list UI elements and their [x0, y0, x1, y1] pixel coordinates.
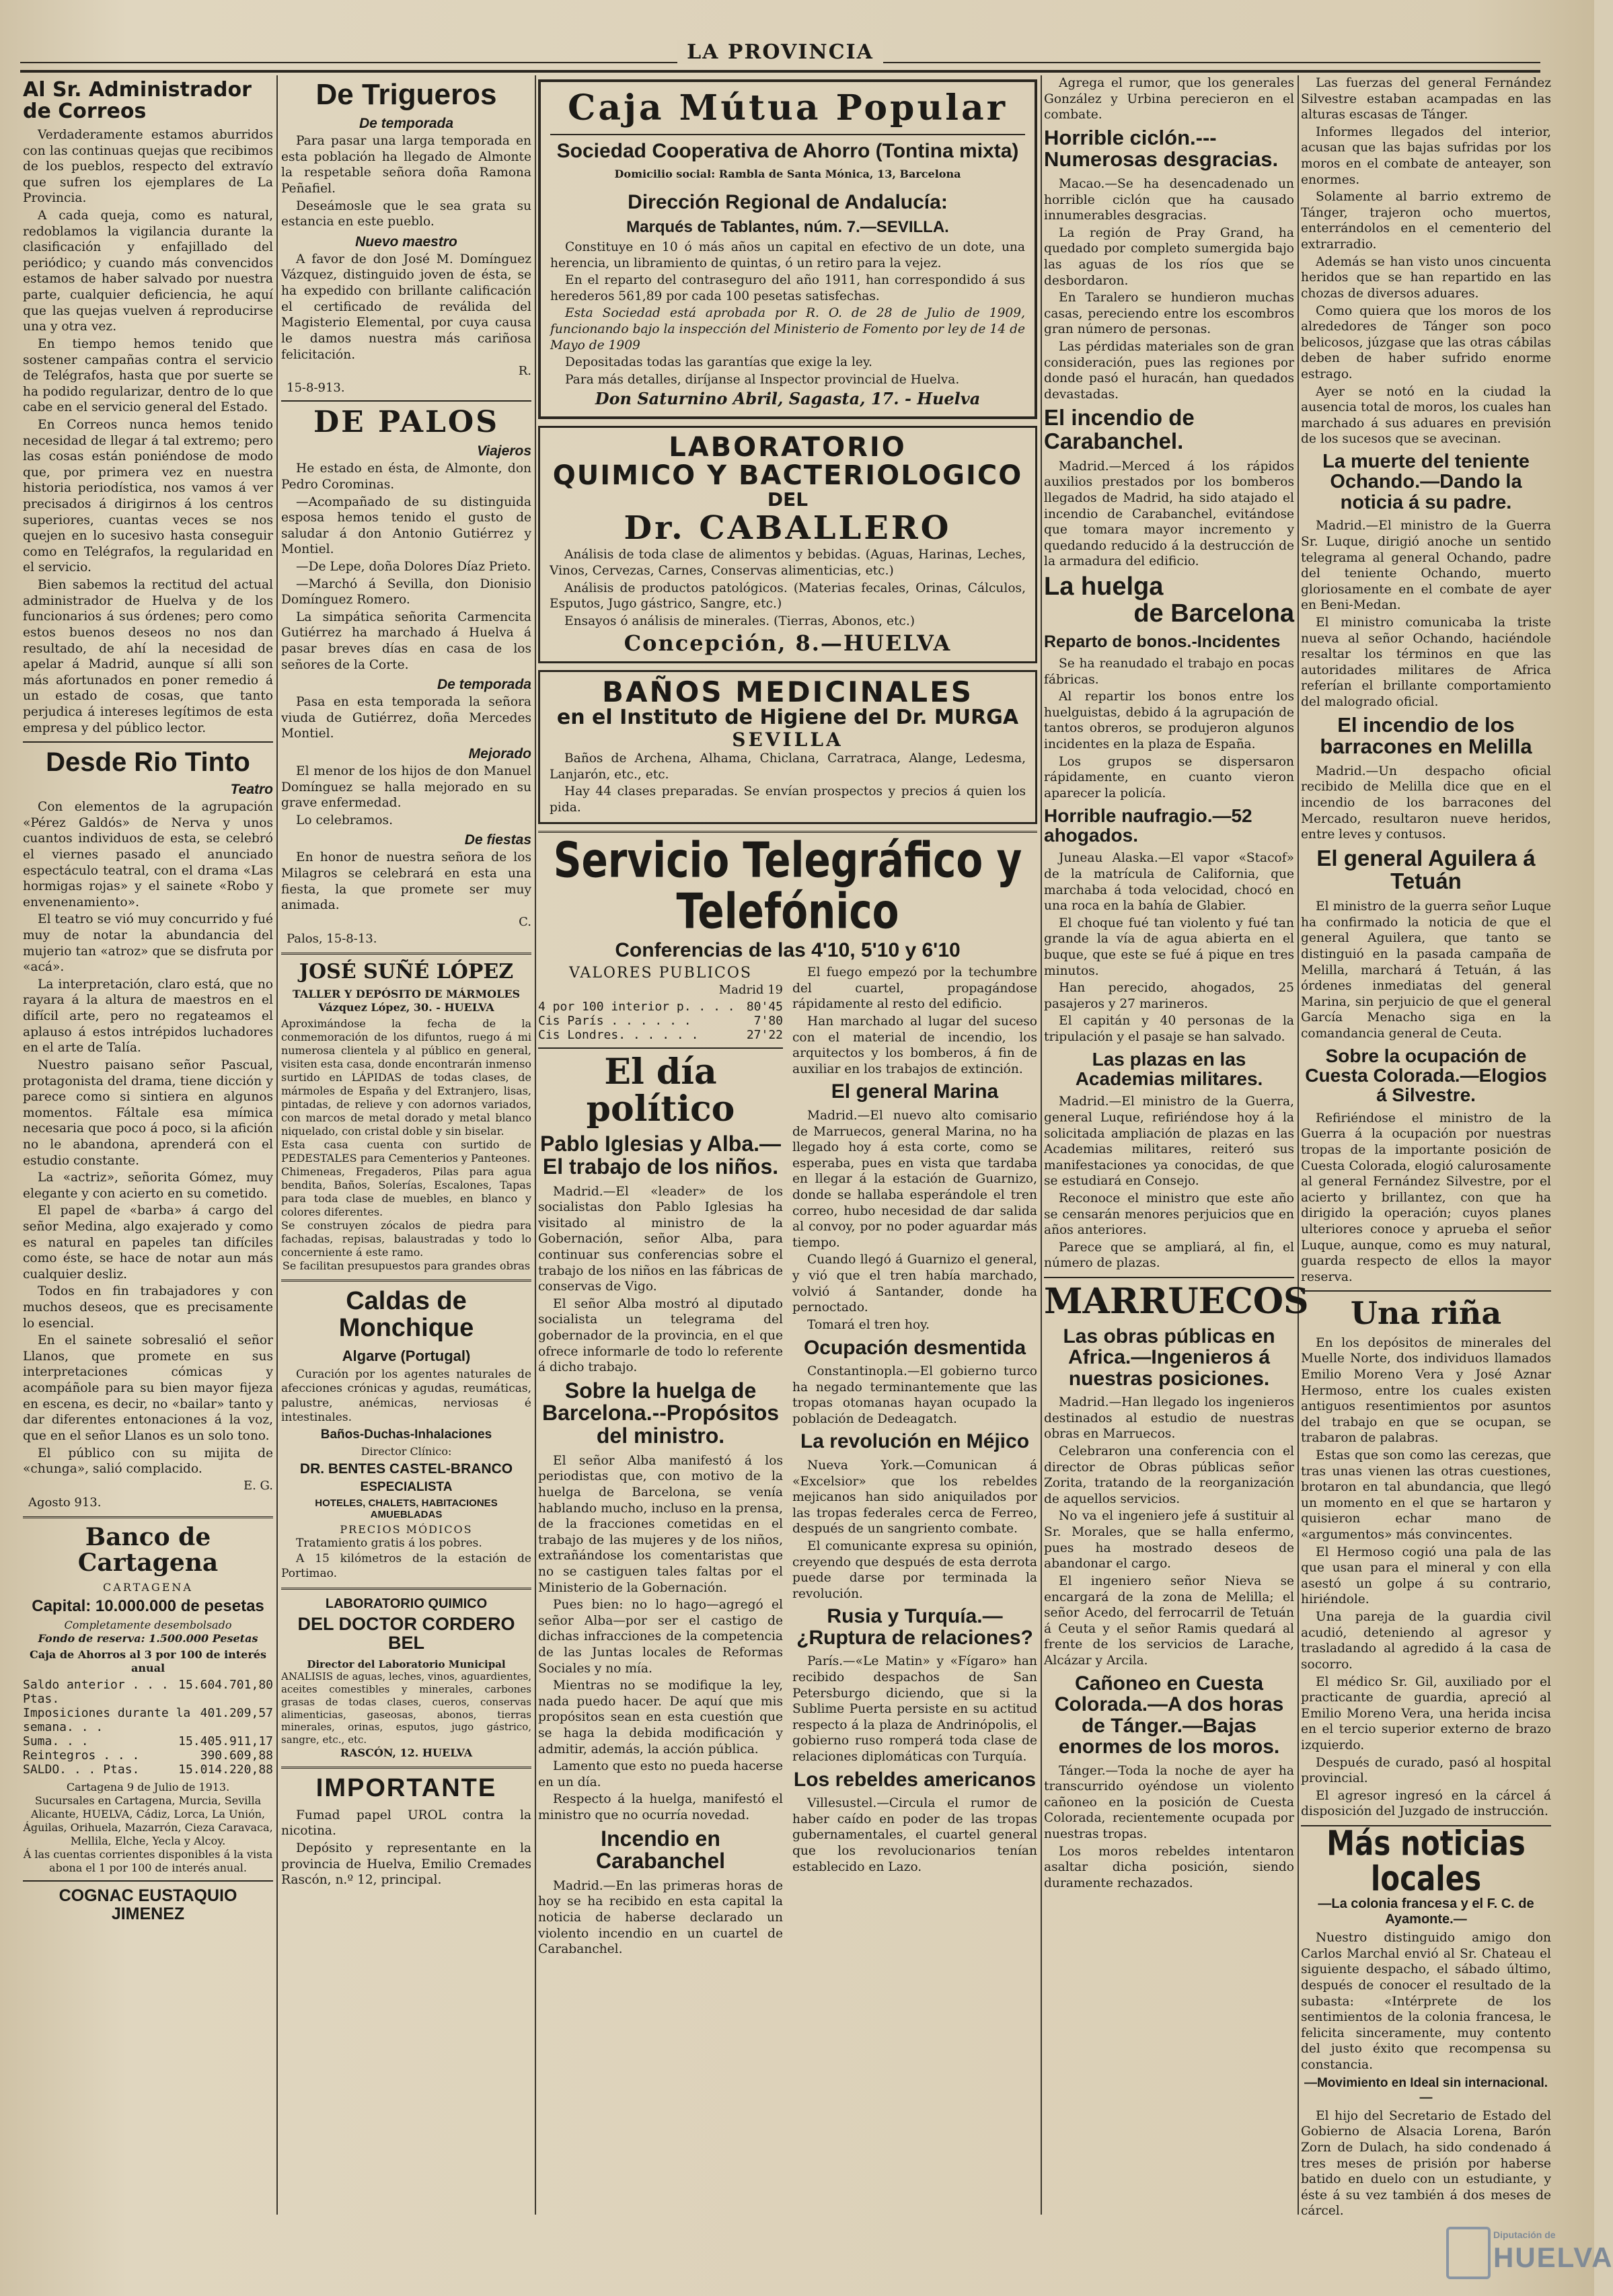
column-3 [538, 75, 1037, 2215]
paragraph: El médico Sr. Gil, auxiliado por el practicante de guardia, apreció al Emilio Moreno Vera, una herida incisa en el tercio superior externo de brazo izquierdo. [1301, 1674, 1551, 1752]
table-row [23, 1706, 273, 1734]
archive-stamp [1446, 2220, 1613, 2281]
section-title: El día político [586, 1051, 735, 1130]
paragraph: A favor de don José M. Domínguez Vázquez, distinguido joven de ésta, se ha expedido con brillante calificación el certificado de reválida del Magisterio Elemental, por cuya causa le damos nuestra más cariñosa felicitación. [281, 252, 531, 362]
ad-text: Curación por los agentes naturales de afecciones crónicas y agudas, reumáticas, palustre, anémicas, nerviosas é intestinales. [281, 1368, 531, 1424]
paragraph: El fuego empezó por la techumbre del cuartel, propagándose rápidamente al resto del edificio. [792, 965, 1037, 1012]
headline: Sobre la ocupación de Cuesta Colorada.—Elogios á Silvestre. [1305, 1045, 1547, 1106]
headline: Horrible naufragio.—52 ahogados. [1044, 805, 1252, 846]
paragraph: El papel de «barba» á cargo del señor Medina, algo exajerado y como es natural en papeles tan difíciles como éste, se hace de notar aun más cualquier desliz. [23, 1203, 273, 1282]
divider [281, 400, 531, 402]
paragraph: Estas que son como las cerezas, que tras unas vienen las otras cuestiones, brotaron en tal abundancia, que llegó un momento en el que se hartaron y quisieron echar mano de «argumentos» más convincentes. [1301, 1448, 1551, 1543]
section-title: Servicio Telegráfico y Telefónico [553, 831, 1022, 940]
column-2 [281, 75, 531, 2215]
paragraph: Después de curado, pasó al hospital provincial. [1301, 1755, 1551, 1786]
ad-text: Esta casa cuenta con surtido de PEDESTALES para Cementerios y Panteones. [281, 1138, 531, 1165]
ad-subtitle: Sociedad Cooperativa de Ahorro (Tontina mixta) [556, 140, 1019, 162]
newspaper-title: LA PROVINCIA [677, 40, 883, 64]
paragraph: Análisis de toda clase de alimentos y bebidas. (Aguas, Harinas, Leches, Vinos, Cervezas, Carnes, Conservas alimenticias, etc.) [550, 548, 1026, 578]
bank-table [23, 1678, 273, 1777]
paragraph: Madrid.—El ministro de la Guerra Sr. Luque, dirigió anoche un sentido telegrama al general Ochando, padre del teniente Ochando, muerto gloriosamente en el combate de ayer en Beni-Medan. [1301, 519, 1551, 613]
column-rule [1041, 75, 1042, 2215]
paragraph: Pasa en esta temporada la señora viuda de Gutiérrez, doña Mercedes Montiel. [281, 695, 531, 741]
divider [538, 1047, 783, 1049]
table-row [538, 1014, 783, 1028]
paragraph: En Correos nunca hemos tenido necesidad de llegar á tal extremo; pero las cosas están poniéndose de modo que, por primera vez en nuestra historia periodística, nos vamos á ver precisados á dirigirnos á los centros superiores, cuantas veces se nos quejen en lo sucesivo hasta conseguir como en Telégrafos, la regularidad en el servicio. [23, 417, 273, 575]
ad-line: Caja de Ahorros al 3 por 100 de interés anual [30, 1648, 266, 1675]
paragraph: Reconoce el ministro que este año se censarán menores perjuicios que en años anteriores. [1044, 1191, 1294, 1238]
paragraph: El agresor ingresó en la cárcel á disposición del Juzgado de instrucción. [1301, 1788, 1551, 1819]
column-rule [535, 75, 536, 2215]
divider [1044, 1277, 1294, 1278]
headline: La revolución en Méjico [800, 1430, 1030, 1453]
headline: Desde Rio Tinto [46, 747, 250, 778]
row-label: Imposiciones durante la semana. . . [23, 1706, 191, 1735]
ad-city: CARTAGENA [103, 1581, 193, 1594]
table-row [23, 1748, 273, 1763]
ad-line: Á las cuentas corrientes disponibles á la vista abona el 1 por 100 de interés anual. [23, 1848, 273, 1875]
ad-line: Director Clínico: [361, 1445, 452, 1458]
paragraph: Depósito y representante en la provincia de Huelva, Emilio Cremades Rascón, n.º 12, principal. [281, 1841, 531, 1888]
paragraph: La simpática señorita Carmencita Gutiérrez ha marchado á Huelva á pasar breves días en casa de los señores de la Corte. [281, 609, 531, 672]
ad-laboratorio [538, 426, 1037, 663]
ad-line: Baños-Duchas-Inhalaciones [320, 1428, 492, 1442]
signature: C. [519, 914, 531, 929]
ad-line: Marqués de Tablantes, núm. 7.—SEVILLA. [626, 218, 949, 236]
ad-title: JOSÉ SUÑÉ LÓPEZ [299, 959, 514, 984]
table-row [538, 1028, 783, 1042]
signature: E. G. [243, 1478, 273, 1493]
row-label: Cis París . . . . . . [538, 1014, 691, 1029]
subheading: Nuevo maestro [355, 233, 457, 250]
headline: Los rebeldes americanos [793, 1768, 1037, 1791]
divider [281, 1767, 531, 1769]
table-title: VALORES PUBLICOS [569, 965, 752, 982]
subheading: Conferencias de las 4'10, 5'10 y 6'10 [615, 939, 961, 962]
paragraph: Las pérdidas materiales son de gran consideración, pues las regiones por donde pasó el huracán, han quedados devastadas. [1044, 340, 1294, 402]
paragraph: Tomará el tren hoy. [807, 1317, 930, 1332]
ad-title: LABORATORIO QUIMICO [325, 1596, 488, 1611]
ad-line: Director del Laboratorio Municipal [307, 1658, 506, 1670]
paragraph: Han perecido, ahogados, 25 pasajeros y 27 marineros. [1044, 981, 1294, 1011]
paragraph: Bien sabemos la rectitud del actual administrador de Huelva y de los funcionarios á sus órdenes; pero como estos buenos deseos no nos dan resultado, de ahí la necesidad de apelar á Madrid, aunque sí alli son más afortunados en poner remedio á un estado de cosas, que tanto perjudica á intereses legítimos de esta empresa y del público lector. [23, 578, 273, 735]
ad-title: Banco de Cartagena [77, 1522, 219, 1577]
ad-text: Se construyen zócalos de piedra para fachadas, repisas, balaustradas y todo lo concerniente á este ramo. [281, 1219, 531, 1259]
paragraph: —Marchó á Sevilla, don Dionisio Domínguez Romero. [281, 577, 531, 607]
paragraph: No va el ingeniero jefe á sustituir al Sr. Morales, que se halla enfermo, pues ha mostrado deseos de abandonar el cargo. [1044, 1509, 1294, 1571]
ad-title: COGNAC EUSTAQUIO JIMENEZ [59, 1886, 237, 1923]
subheading: —La colonia francesa y el F. C. de Ayamonte.— [1318, 1896, 1534, 1927]
paragraph: Juneau Alaska.—El vapor «Stacof» de la matrícula de California, que marchaba á toda velocidad, chocó en una roca en la bahía de Glabier. [1044, 851, 1294, 914]
paragraph: Constantinopla.—El gobierno turco ha negado terminantemente que las tropas otomanas hayan ocupado la población de Dedeagatch. [792, 1364, 1037, 1426]
paragraph: Madrid.—El nuevo alto comisario de Marruecos, general Marina, no ha llegado hoy á esta corte, como se esperaba, pues en vista que tardaba en llegar á la estación de Guarnizo, donde se hallaba esperándole el tren correo, hubo necesidad de dar salida al convoy, por no poder aguardar más tiempo. [792, 1108, 1037, 1250]
row-value: 7'80 [753, 1014, 783, 1029]
section-title: MARRUECOS [1044, 1281, 1309, 1323]
paragraph: El público con su mijita de «chunga», salió complacido. [23, 1446, 273, 1477]
paragraph: Depositadas todas las garantías que exige la ley. [565, 355, 872, 370]
headline: De Trigueros [315, 78, 497, 111]
paragraph: Al repartir los bonos entre los huelguistas, debido á la agrupación de tantos obreros, se produjeron algunos incidentes en la plaza de España. [1044, 690, 1294, 752]
paragraph: Análisis de productos patológicos. (Materias fecales, Orinas, Cálculos, Esputos, Jugo gástrico, Sangre, etc.) [550, 581, 1026, 612]
dateline: Agosto 913. [28, 1495, 102, 1510]
headline: Una riña [1350, 1295, 1502, 1332]
paragraph: Respecto á la huelga, manifestó el ministro que no ocurría novedad. [538, 1792, 783, 1823]
paragraph: Verdaderamente estamos aburridos con las continuas quejas que recibimos de los pueblos, respecto del extravío que sufren los ejemplares de La Provincia. [23, 128, 273, 206]
paragraph: Nuestro distinguido amigo don Carlos Marchal envió al Sr. Chateau el siguiente despacho, el sábado último, después de conocer el resultado de la subasta: «Intérprete de los sentimientos de la colonia francesa, le felicita sinceramente, muy contento del justo éxito que recompensa su constancia. [1301, 1931, 1551, 2073]
paragraph: Agrega el rumor, que los generales González y Urbina perecieron en el combate. [1044, 76, 1294, 122]
ad-line: Fondo de reserva: 1.500.000 Pesetas [38, 1632, 258, 1645]
divider [23, 741, 273, 743]
row-label: Reintegros . . . [23, 1748, 140, 1763]
sub-column [792, 965, 1037, 1959]
headline: Ocupación desmentida [803, 1336, 1026, 1359]
ad-title: Caldas de Monchique [338, 1287, 474, 1343]
paragraph: Don Saturnino Abril, Sagasta, 17. - Huelva [595, 389, 981, 409]
ad-title: DEL DOCTOR CORDERO BEL [297, 1613, 515, 1654]
paragraph: Constituye en 10 ó más años un capital en efectivo de un dote, una herencia, un libramiento de quintas, ó un retiro para la vejez. [550, 240, 1025, 270]
divider [281, 1280, 531, 1282]
ad-title: en el Instituto de Higiene del Dr. MURGA [556, 706, 1019, 730]
row-value: 15.405.911,17 [178, 1734, 273, 1749]
subheading: De temporada [359, 116, 454, 132]
values-table [538, 1000, 783, 1042]
paragraph: Los moros rebeldes intentaron asaltar dicha posición, siendo duramente rechazados. [1044, 1844, 1294, 1890]
stamp-line: Diputación de [1493, 2229, 1556, 2240]
table-row [23, 1734, 273, 1748]
ad-line: DR. BENTES CASTEL-BRANCO [299, 1461, 513, 1477]
paragraph: Lamento que esto no pueda hacerse en un día. [538, 1759, 783, 1789]
subheading: De temporada [437, 677, 531, 693]
ad-line: Cartagena 9 de Julio de 1913. [66, 1781, 230, 1794]
row-label: 4 por 100 interior p. . . . [538, 1000, 735, 1014]
column-rule [1298, 75, 1299, 2215]
paragraph: Informes llegados del interior, acusan que las bajas sufridas por los moros en el combate de anteayer, son enormes. [1301, 124, 1551, 187]
paragraph: Villesustel.—Circula el rumor de haber caído en poder de las tropas gubernamentales, el cuartel general que los revolucionarios tenían establecido en Lazo. [792, 1796, 1037, 1874]
paragraph: Madrid.—El ministro de la Guerra, general Luque, refiriéndose hoy á la solicitada ampliación de plazas en las Academias militares, reiteró sus manifestaciones ya conocidas, de que se estudiará en Consejo. [1044, 1095, 1294, 1189]
headline: Cañoneo en Cuesta Colorada.—A dos horas de Tánger.—Bajas enormes de los moros. [1054, 1672, 1284, 1758]
paragraph: En el sainete sobresalió el señor Llanos, que promete en sus interpretaciones cómicas y acompáñole para su bien mayor fijeza en escena, es decir, no «bailar» tanto y dar diferentes entonaciones á la voz, que en el señor Llanos es un solo tono. [23, 1333, 273, 1443]
paragraph: La región de Pray Grand, ha quedado por completo sumergida bajo las aguas de los ríos que se desbordaron. [1044, 225, 1294, 288]
paragraph: Refiriéndose el ministro de la Guerra á la ocupación por nuestras tropas de la importante posición de Cuesta Colorada, elogió calurosamente al general Fernández Silvestre, por el acierto y brillantez, con que ha dirigido la operación; cuyos planes ulteriores conoce y aprueba el señor Luque, aunque, como es muy natural, guarda respecto de ellos la mayor reserva. [1301, 1111, 1551, 1284]
headline: El incendio de los barracones en Melilla [1320, 712, 1532, 759]
row-label: Suma. . . [23, 1734, 89, 1749]
paragraph: Madrid.—Merced á los rápidos auxilios prestados por los bomberos llegados de Madrid, ha sido atajado el incendio de Carabanchel, evitándose que tomara mayor incremento y quedando reducido á la destrucción de la armadura del edificio. [1044, 459, 1294, 569]
headline: Al Sr. Administrador de Correos [23, 78, 252, 123]
paragraph: Lo celebramos. [296, 813, 393, 827]
row-value: 401.209,57 [200, 1706, 273, 1721]
paragraph: En los depósitos de minerales del Muelle Norte, dos individuos llamados Emilio Moreno Vera y José Aznar Hermoso, entre los cuales existen antiguos resentimientos por asuntos del trabajo en que se ocupan, se trabaron de palabras. [1301, 1335, 1551, 1446]
ad-line: PRECIOS MÓDICOS [340, 1523, 473, 1536]
dateline: 15-8-913. [287, 381, 345, 396]
paragraph: Celebraron una conferencia con el director de Obras públicas señor Zorita, tratando de la reorganización de aquellos servicios. [1044, 1444, 1294, 1506]
paragraph: Con elementos de la agrupación «Pérez Galdós» de Nerva y unos cuantos individuos de esta, se celebró el viernes pasado el anunciado espectáculo teatral, con el drama «Las hormigas rojas» y el sainete «Robo y envenenamiento». [23, 800, 273, 910]
ad-line: RASCÓN, 12. HUELVA [340, 1746, 473, 1759]
table-row [538, 1000, 783, 1014]
divider [281, 953, 531, 955]
masthead [20, 40, 1540, 73]
subheading: Teatro [230, 782, 273, 798]
row-value: 15.604.701,80 [178, 1678, 273, 1693]
ad-text: Aproximándose la fecha de la conmemoración de los difuntos, ruego á mi numerosa clientela y al público en general, visiten esta casa, donde encontrarán inmenso surtido en LÁPIDAS de todas clases, de mármoles de España y del Extranjero, lisas, pintadas, de relieve y con adornos variados, con marcos de metal dorado y metal blanco niquelado, con cristal doble y sin biselar. [281, 1017, 531, 1138]
two-column-block [538, 965, 1037, 1959]
ad-line: Vázquez López, 30. - HUELVA [318, 1001, 494, 1014]
ad-capital: Capital: 10.000.000 de pesetas [32, 1597, 264, 1616]
row-value: 15.014.220,88 [178, 1763, 273, 1777]
paragraph: El comunicante expresa su opinión, creyendo que después de esta derrota puede darse por terminada la revolución. [792, 1539, 1037, 1601]
paragraph: Todos en fin trabajadores y con muchos deseos, que es precisamente lo esencial. [23, 1284, 273, 1331]
paragraph: Los grupos se dispersaron rápidamente, en cuanto vieron aparecer la policía. [1044, 754, 1294, 801]
headline: Horrible ciclón.---Numerosas desgracias. [1044, 125, 1279, 172]
paragraph: La «actriz», señorita Gómez, muy elegante y con acierto en su cometido. [23, 1171, 273, 1201]
ad-title: BAÑOS MEDICINALES [601, 675, 974, 709]
divider [23, 1880, 273, 1882]
paragraph: Cuando llegó á Guarnizo el general, y vió que el tren había marchado, volvió á Santander, donde ha pernoctado. [792, 1253, 1037, 1315]
paragraph: El señor Alba manifestó á los periodistas que, con motivo de la huelga de Barcelona, se venía hablando mucho, incluso en la prensa, de la fracciones cometidas en el trabajo de las mujeres y de los niños, extrañándose los comentaristas que no se castiguen tales faltas por el Ministerio de la Gobernación. [538, 1453, 783, 1595]
table-row [23, 1763, 273, 1777]
divider [1301, 1290, 1551, 1292]
paragraph: He estado en ésta, de Almonte, don Pedro Corominas. [281, 461, 531, 492]
row-label: Cis Londres. . . . . . [538, 1028, 699, 1043]
section-title: Más noticias locales [1326, 1823, 1526, 1899]
paragraph: El Hermoso cogió una pala de las que usan para el mineral y con ella asestó un golpe á su contrario, hiriéndole. [1301, 1545, 1551, 1607]
paragraph: El señor Alba mostró al diputado socialista un telegrama del gobernador de la provincia, en el que ofrece informarle de todo lo referente á dicho trabajo. [538, 1296, 783, 1375]
headline: Incendio en Carabanchel [595, 1826, 726, 1874]
paragraph: Parece que se ampliará, al fin, el número de plazas. [1044, 1240, 1294, 1271]
ad-line: Sucursales en Cartagena, Murcia, Sevilla Alicante, HUELVA, Cádiz, Lorca, La Unión, Águilas, Orihuela, Mazarrón, Cieza Caravaca, Mellila, Elche, Yecla y Alcoy. [23, 1794, 273, 1848]
ad-line: Concepción, 8.—HUELVA [624, 630, 952, 657]
stamp-line: HUELVA [1493, 2242, 1613, 2273]
paragraph: Madrid.—Han llegado los ingenieros destinados al estudio de nuestras obras en Marruecos. [1044, 1395, 1294, 1442]
ad-subtitle: Dirección Regional de Andalucía: [628, 190, 948, 213]
signature: R. [518, 364, 531, 379]
headline: El incendio de Carabanchel. [1044, 405, 1195, 454]
headline: Reparto de bonos.-Incidentes [1044, 632, 1281, 651]
paragraph: Madrid.—Un despacho oficial recibido de Melilla dice que en el incendio de los barracones del Mercado, resultaron nueve heridos, entre leves y contusos. [1301, 764, 1551, 842]
ad-title: DEL [767, 488, 809, 511]
headline: Rusia y Turquía.—¿Ruptura de relaciones? [796, 1605, 1033, 1649]
paragraph: Madrid.—En las primeras horas de hoy se ha recibido en esta capital la noticia de haberse declarado un violento incendio en un cuartel de Carabanchel. [538, 1878, 783, 1957]
paragraph: Una pareja de la guardia civil acudió, deteniendo al agresor y trasladando al agredido á la casa de socorro. [1301, 1610, 1551, 1672]
ad-title: Caja Mútua Popular [567, 87, 1008, 128]
paragraph: Han marchado al lugar del suceso con el material de incendio, los arquitectos y los bomberos, á fin de auxiliar en los trabajos de extinción. [792, 1014, 1037, 1076]
paragraph: Solamente al barrio extremo de Tánger, trajeron ocho muertos, enterrándolos en el cementerio del extrarradio. [1301, 190, 1551, 252]
divider [23, 1516, 273, 1518]
paragraph: Nuestro paisano señor Pascual, protagonista del drama, tiene dicción y parece como si sintiera en algunos momentos. Fáltale esa mímica necesaria que poco á poco, si la afición no le abandona, aprenderá con el estudio constante. [23, 1058, 273, 1168]
table-row [23, 1678, 273, 1706]
divider [550, 134, 1025, 135]
paragraph: Para más detalles, diríjanse al Inspector provincial de Huelva. [565, 372, 960, 387]
ad-title: LABORATORIO [669, 431, 907, 463]
headline: DE PALOS [313, 405, 500, 440]
headline: La muerte del teniente Ochando.—Dando la noticia á su padre. [1322, 451, 1530, 513]
paragraph: En tiempo hemos tenido que sostener campañas contra el servicio de Telégrafos, hasta que por suerte se ha podido regularizar, dentro de lo que cabe en el servicio general del Estado. [23, 336, 273, 415]
subheading: —Movimiento en Ideal sin internacional.— [1304, 2075, 1548, 2105]
paragraph: En honor de nuestra señora de los Milagros se celebrará en esta una fiesta, la que promete ser muy animada. [281, 850, 531, 913]
ad-line: ESPECIALISTA [360, 1480, 453, 1495]
paragraph: Tánger.—Toda la noche de ayer ha transcurrido oyéndose un violento cañoneo en la posición de Cuesta Colorada, recientemente ocupada por nuestras tropas. [1044, 1763, 1294, 1841]
paragraph: El choque fué tan violento y fué tan grande la vía de agua abierta en el buque, que este se fué á pique en tres minutos. [1044, 916, 1294, 978]
paragraph: Esta Sociedad está aprobada por R. O. de 28 de Julio de 1909, funcionando bajo la inspección del Ministerio de Fomento por ley de 14 de Mayo de 1909 [550, 306, 1025, 353]
dateline: Madrid 19 [718, 983, 783, 998]
column-4 [1044, 75, 1309, 2215]
ad-title: SEVILLA [732, 728, 843, 751]
paragraph: Las fuerzas del general Fernández Silvestre estaban acampadas en las alturas escasas de Tánger. [1301, 76, 1551, 122]
paragraph: Ayer se notó en la ciudad la ausencia total de moros, los cuales han marchado á sus aduares en previsión de los sucesos que se avecinan. [1301, 384, 1551, 447]
ad-banos [538, 670, 1037, 824]
ad-title: QUIMICO Y BACTERIOLOGICO [552, 459, 1023, 491]
subheading: De fiestas [464, 832, 531, 848]
dateline: Palos, 15-8-13. [287, 931, 377, 946]
row-value: 80'45 [746, 1000, 783, 1014]
paragraph: Además se han visto unos cincuenta heridos que se han repartido en las chozas de diversos aduares. [1301, 254, 1551, 301]
headline: El general Marina [831, 1080, 999, 1103]
paragraph: Mientras no se modifique la ley, nada puedo hacer. De aquí que mis propósitos sean en esta cuestión que se haga la debida modificación y admitir, además, la acción pública. [538, 1678, 783, 1756]
paragraph: —Acompañado de su distinguida esposa hemos tenido el gusto de saludar á don Antonio Gutiérrez y Montiel. [281, 494, 531, 557]
paragraph: El hijo del Secretario de Estado del Gobierno de Alsacia Lorena, Barón Zorn de Dulach, ha sido condenado á tres meses de prisión por haberse batido en duelo con un estudiante, y éste á su vez también á dos meses de cárcel. [1301, 2108, 1551, 2219]
paragraph: París.—«Le Matin» y «Fígaro» han recibido despachos de San Petersburgo diciendo, que si la Sublime Puerta persiste en su actitud respecto á la plaza de Andrinópolis, el gobierno ruso romperá toda clase de relaciones diplomáticas con Turquía. [792, 1654, 1037, 1765]
ad-title: IMPORTANTE [315, 1773, 497, 1802]
headline: La huelga [1044, 572, 1164, 601]
ad-text: ANALISIS de aguas, leches, vinos, aguardientes, aceites comestibles y minerales, carbones grasas de todas clases, cueros, conservas alimenticias, gaseosas, abonos, tierras minerales, orinas, esputos, jugo gástrico, sangre, etc., etc. [281, 1670, 531, 1746]
headline: Sobre la huelga de Barcelona.--Propósitos del ministro. [541, 1378, 780, 1448]
headline: El general Aguilera á Tetuán [1316, 845, 1536, 894]
ad-title: Dr. CABALLERO [624, 509, 952, 548]
ad-text: Se facilitan presupuestos para grandes obras [282, 1259, 531, 1273]
headline: Pablo Iglesias y Alba.— El trabajo de los niños. [539, 1132, 782, 1179]
paragraph: En el reparto del contraseguro del año 1911, han correspondido á sus herederos 561,89 por cada 100 pesetas satisfechas. [550, 273, 1025, 303]
row-value: 390.609,88 [200, 1748, 273, 1763]
paragraph: Para pasar una larga temporada en esta población ha llegado de Almonte la respetable señora doña Ramona Peñafiel. [281, 134, 531, 196]
column-5 [1301, 75, 1551, 2219]
paragraph: Nueva York.—Comunican á «Excelsior» que los rebeldes mejicanos han sido aniquilados por las tropas federales cerca de Ferreo, después de un sangriento combate. [792, 1458, 1037, 1536]
paragraph: Ensayos ó análisis de minerales. (Tierras, Abonos, etc.) [564, 614, 915, 628]
row-label: Saldo anterior . . . Ptas. [23, 1678, 169, 1707]
paragraph: Fumad papel UROL contra la nicotina. [281, 1808, 531, 1839]
paragraph: Baños de Archena, Alhama, Chiclana, Carratraca, Alange, Ledesma, Lanjarón, etc., etc. [550, 751, 1026, 782]
row-label: SALDO. . . Ptas. [23, 1763, 140, 1777]
paragraph: El ingeniero señor Nieva se encargará de la zona de Melilla; el señor Acedo, del ferrocarril de Tetuán á Ceuta y el señor Ramis quedará al frente de los servicios de Larache, Alcázar y Arcila. [1044, 1573, 1294, 1668]
subheading: Viajeros [477, 443, 531, 459]
paragraph: La interpretación, claro está, que no rayara á la altura de maestros en el difícil arte, pero no regateamos el aplauso á estos intrépidos luchadores en el arte de Talía. [23, 977, 273, 1056]
ad-caja-mutua [538, 79, 1037, 419]
ad-line: Completamente desembolsado [64, 1619, 232, 1632]
paragraph: Madrid.—El «leader» de los socialistas don Pablo Iglesias ha visitado al ministro de la Gobernación, señor Alba, para continuar sus conferencias sobre el trabajo de los niños en las fábricas de conservas de Vigo. [538, 1184, 783, 1294]
paragraph: Deseámosle que le sea grata su estancia en este pueblo. [281, 198, 531, 229]
paragraph: El teatro se vió muy concurrido y fué muy de notar la abundancia del mujerio tan «atroz» que se disfruta por «acá». [23, 912, 273, 975]
divider [281, 1588, 531, 1590]
shield-icon [1446, 2227, 1491, 2279]
paragraph: El capitán y 40 personas de la tripulación y el pasaje se han salvado. [1044, 1014, 1294, 1044]
sub-column [538, 965, 783, 1959]
ad-line: Domicilio social: Rambla de Santa Mónica, 13, Barcelona [614, 167, 961, 180]
column-rule [276, 75, 278, 2215]
ad-line: Algarve (Portugal) [342, 1347, 471, 1365]
paragraph: Se ha reanudado el trabajo en pocas fábricas. [1044, 657, 1294, 687]
paragraph: Pues bien: no lo hago—agregó el señor Alba—por ser el castigo de dichas infracciones de la competencia de las Juntas locales de Reformas Sociales y no mía. [538, 1598, 783, 1676]
row-value: 27'22 [746, 1028, 783, 1043]
paragraph: Como quiera que los moros de los alrededores de Tánger son poco belicosos, júzgase que las otras cábilas deben de haber sufrido enorme estrago. [1301, 303, 1551, 381]
ad-text: A 15 kilómetros de la estación de Portimao. [281, 1552, 531, 1580]
headline: Las plazas en las Academias militares. [1075, 1048, 1263, 1089]
paragraph: El ministro comunicaba la triste nueva al señor Ochando, haciéndole resaltar los términos en que las autoridades militares de Africa referían el brillante comportamiento del malogrado oficial. [1301, 615, 1551, 710]
headline: Las obras públicas en Africa.—Ingenieros á nuestras posiciones. [1063, 1325, 1275, 1390]
paragraph: El menor de los hijos de don Manuel Domínguez se halla mejorado en su grave enfermedad. [281, 764, 531, 811]
column-1 [23, 75, 273, 2215]
paragraph: El ministro de la guerra señor Luque ha confirmado la noticia de que el general Aguilera, que tanto se distinguió en la pasada campaña de Melilla, marchará á Tetuán, á las órdenes inmediatas del general Marina, sin perjuicio de que el general García Menacho siga en la comandancia general de Ceuta. [1301, 899, 1551, 1041]
paragraph: A cada queja, como es natural, redoblamos la vigilancia durante la clasificación y enfajillado del periódico; y cuando más convencidos estamos de haber salvado por nuestra parte, cualquier deficiencia, he aquí que las quejas vuelven á reproducirse una y otra vez. [23, 209, 273, 334]
ad-text: Chimeneas, Fregaderos, Pilas para agua bendita, Baños, Solerías, Escalones, Tapas para toda clase de muebles, en blanco y colores diferentes. [281, 1165, 531, 1219]
paragraph: —De Lepe, doña Dolores Díaz Prieto. [296, 559, 531, 574]
ad-line: HOTELES, CHALETS, HABITACIONES AMUEBLADAS [315, 1497, 498, 1521]
subheading: Mejorado [468, 746, 531, 762]
paragraph: Macao.—Se ha desencadenado un horrible ciclón que ha causado innumerables desgracias. [1044, 176, 1294, 223]
ad-line: TALLER Y DEPÓSITO DE MÁRMOLES [292, 988, 521, 1001]
headline: de Barcelona [1133, 599, 1294, 628]
paragraph: En Taralero se hundieron muchas casas, pereciendo entre los escombros gran número de personas. [1044, 291, 1294, 337]
paragraph: Hay 44 clases preparadas. Se envían prospectos y precios á quien los pida. [550, 784, 1026, 815]
ad-text: Tratamiento gratis á los pobres. [296, 1536, 482, 1551]
